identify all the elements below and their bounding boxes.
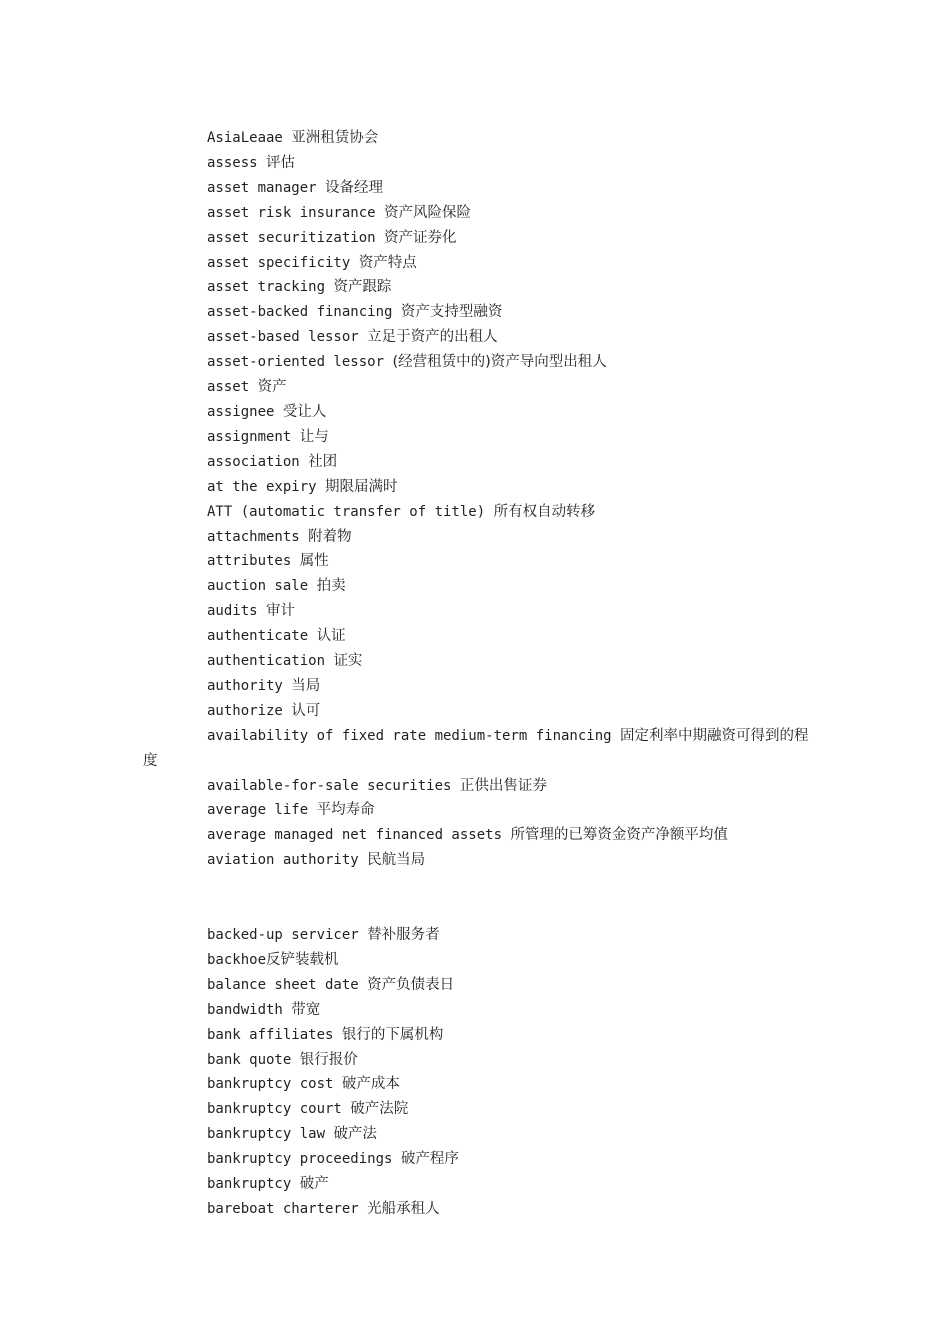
entry-term: asset specificity <box>207 254 359 271</box>
glossary-entry <box>143 325 843 350</box>
entry-translation: 认可 <box>291 702 321 719</box>
entry-translation: 资产 <box>257 379 287 396</box>
entry-term: asset risk insurance <box>207 204 385 221</box>
glossary-entry <box>143 1023 843 1048</box>
entry-translation: 资产跟踪 <box>333 279 392 296</box>
glossary-entry <box>143 375 843 400</box>
entry-translation: 平均寿命 <box>316 802 375 819</box>
entry-translation: 所有权自动转移 <box>493 503 596 520</box>
entry-term: asset <box>207 379 258 396</box>
glossary-entry <box>143 1197 843 1222</box>
glossary-entry <box>143 400 843 425</box>
entry-translation: 让与 <box>299 428 329 445</box>
glossary-entry <box>143 923 843 948</box>
glossary-entry <box>143 450 843 475</box>
entry-term: bankruptcy court <box>207 1101 351 1118</box>
entry-translation: 立足于资产的出租人 <box>367 329 498 346</box>
entry-term: available-for-sale securities <box>207 777 460 794</box>
entry-term: bank quote <box>207 1051 300 1068</box>
glossary-entry <box>143 151 843 176</box>
entry-term: backed-up servicer <box>207 926 368 943</box>
entry-term: asset manager <box>207 179 326 196</box>
entry-translation: 带宽 <box>291 1001 321 1018</box>
entry-translation: 破产法 <box>333 1126 377 1143</box>
glossary-entry <box>143 823 843 848</box>
entry-term: availability of fixed rate medium-term financing <box>207 727 621 744</box>
glossary-entry <box>143 599 843 624</box>
entry-translation: 正供出售证券 <box>459 777 547 794</box>
entry-translation-continued: 度 <box>143 752 158 769</box>
glossary-entry <box>143 475 843 500</box>
entry-translation: 破产法院 <box>350 1101 409 1118</box>
entry-translation: 评估 <box>266 154 296 171</box>
entry-term: average managed net financed assets <box>207 827 511 844</box>
entry-translation: 资产特点 <box>358 254 417 271</box>
entry-term: bank affiliates <box>207 1026 342 1043</box>
entry-term: asset-backed financing <box>207 304 401 321</box>
entry-translation: 反铲装载机 <box>266 951 339 968</box>
glossary-entry <box>143 300 843 325</box>
glossary-entry <box>143 1122 843 1147</box>
entry-translation: 银行的下属机构 <box>341 1026 444 1043</box>
entry-term: asset securitization <box>207 229 385 246</box>
glossary-entry <box>143 948 843 973</box>
glossary-entry <box>143 176 843 201</box>
entry-term: at the expiry <box>207 478 326 495</box>
entry-translation: 民航当局 <box>367 852 426 869</box>
glossary-entry <box>143 1097 843 1122</box>
entry-term: attributes <box>207 553 300 570</box>
section-spacer <box>143 873 843 923</box>
entry-translation: 设备经理 <box>325 179 384 196</box>
entry-translation: 光船承租人 <box>367 1200 440 1217</box>
glossary-entry <box>143 350 843 375</box>
entry-term: attachments <box>207 528 309 545</box>
glossary-entry <box>143 649 843 674</box>
entry-term: assignee <box>207 403 283 420</box>
entry-translation: 证实 <box>333 653 363 670</box>
entry-term: average life <box>207 802 317 819</box>
entry-term: bankruptcy law <box>207 1126 334 1143</box>
glossary-entry <box>143 848 843 873</box>
entry-translation: 认证 <box>316 628 346 645</box>
entry-term: balance sheet date <box>207 976 368 993</box>
entry-term: bankruptcy <box>207 1176 300 1193</box>
entry-translation: 附着物 <box>308 528 352 545</box>
entry-translation: 社团 <box>308 453 338 470</box>
entry-translation: 破产 <box>299 1176 329 1193</box>
entry-term: bareboat charterer <box>207 1200 368 1217</box>
entry-term: bankruptcy proceedings <box>207 1151 401 1168</box>
entry-term: asset-based lessor <box>207 329 368 346</box>
glossary-entry <box>143 126 843 151</box>
entry-term: aviation authority <box>207 852 368 869</box>
entry-term: assess <box>207 154 267 171</box>
glossary-list <box>143 126 843 1222</box>
glossary-entry <box>143 998 843 1023</box>
glossary-entry <box>143 275 843 300</box>
glossary-entry-wrapped <box>143 724 843 774</box>
glossary-entry <box>143 425 843 450</box>
glossary-entry <box>143 1147 843 1172</box>
entry-translation: 受让人 <box>282 403 327 420</box>
entry-term: authority <box>207 677 292 694</box>
entry-translation: 属性 <box>299 553 329 570</box>
entry-translation: 当局 <box>291 677 321 694</box>
glossary-entry <box>143 251 843 276</box>
glossary-entry <box>143 699 843 724</box>
glossary-entry <box>143 525 843 550</box>
entry-term: auction sale <box>207 578 317 595</box>
entry-translation: 期限届满时 <box>325 478 398 495</box>
entry-translation: 审计 <box>266 603 296 620</box>
glossary-entry <box>143 798 843 823</box>
entry-translation: 替补服务者 <box>367 926 440 943</box>
entry-term: asset-oriented lessor <box>207 354 393 371</box>
entry-term: ATT (automatic transfer of title) <box>207 503 494 520</box>
glossary-entry <box>143 500 843 525</box>
entry-translation: 资产负债表日 <box>367 976 455 993</box>
glossary-entry <box>143 549 843 574</box>
glossary-entry <box>143 1172 843 1197</box>
entry-term: audits <box>207 603 267 620</box>
entry-translation: 资产支持型融资 <box>400 304 503 321</box>
glossary-entry <box>143 674 843 699</box>
entry-translation: (经营租赁中的)资产导向型出租人 <box>392 354 607 371</box>
entry-term: AsiaLeaae <box>207 130 292 146</box>
glossary-entry <box>143 574 843 599</box>
entry-translation: 破产成本 <box>341 1076 400 1093</box>
glossary-entry <box>143 624 843 649</box>
entry-translation: 亚洲租赁协会 <box>291 130 379 146</box>
entry-translation: 固定利率中期融资可得到的程 <box>620 727 809 744</box>
entry-term: authenticate <box>207 628 317 645</box>
glossary-entry <box>143 1072 843 1097</box>
entry-translation: 银行报价 <box>299 1051 358 1068</box>
glossary-entry <box>143 973 843 998</box>
entry-term: backhoe <box>207 951 267 968</box>
entry-term: authorize <box>207 702 292 719</box>
entry-translation: 拍卖 <box>316 578 346 595</box>
glossary-entry <box>143 1048 843 1073</box>
entry-translation: 资产证券化 <box>384 229 457 246</box>
entry-term: association <box>207 453 309 470</box>
glossary-entry <box>143 226 843 251</box>
entry-term: bandwidth <box>207 1001 292 1018</box>
entry-term: authentication <box>207 653 334 670</box>
glossary-entry <box>143 774 843 799</box>
entry-translation: 所管理的已筹资金资产净额平均值 <box>510 827 728 844</box>
entry-translation: 资产风险保险 <box>384 204 472 221</box>
entry-term: assignment <box>207 428 300 445</box>
entry-term: bankruptcy cost <box>207 1076 342 1093</box>
entry-term: asset tracking <box>207 279 334 296</box>
entry-translation: 破产程序 <box>400 1151 459 1168</box>
glossary-entry <box>143 201 843 226</box>
